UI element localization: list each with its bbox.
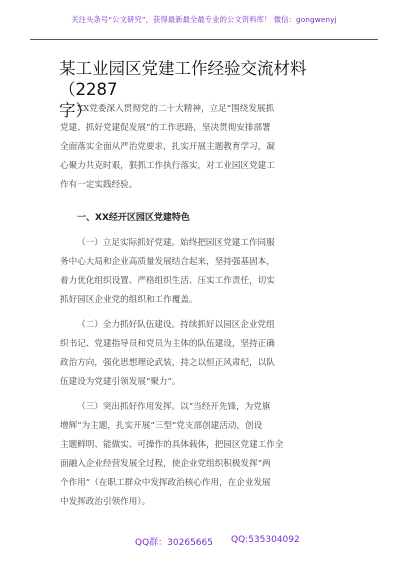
- intro-paragraph: [60, 100, 350, 195]
- paragraph-line: 着力优化组织设置、严格组织生活、压实工作责任，切实: [60, 276, 275, 286]
- paragraph-line: 政治方向，强化思想理论武装，持之以恒正风肃纪，以队: [60, 358, 275, 368]
- paragraph-2: [60, 316, 350, 392]
- paragraph-line: 中发挥政治引领作用）。: [60, 497, 151, 507]
- paragraph-1: [60, 234, 350, 310]
- header-divider: [30, 39, 378, 40]
- paragraph-line: 个作用”（在职工群众中发挥政治核心作用，在企业发展: [60, 478, 271, 488]
- paragraph-line: 伍建设为党建引领发展“聚力”。: [60, 377, 181, 387]
- title-line-2: 字）: [59, 101, 92, 120]
- intro-line: 心聚力共克时艰，狠抓工作执行落实，对工业园区党建工: [60, 161, 275, 171]
- paragraph-line: 面融入企业经营发展全过程，使企业党组织积极发挥“两: [60, 459, 271, 469]
- paragraph-line: 增辉”为主题，扎实开展“三型”党支部创建活动，创设: [60, 421, 263, 431]
- page-footer: [0, 535, 408, 551]
- paragraph-line: 织书记、党建指导员和党员为主体的队伍建设，坚持正确: [60, 339, 275, 349]
- title-line-1: 某工业园区党建工作经验交流材料（2287: [59, 59, 307, 99]
- page-header: [0, 0, 408, 48]
- header-promo-text: 关注头条号“公文研究”，获得最新最全最专业的公文资料库！ 微信：gongwenyj: [71, 15, 337, 24]
- intro-line: XX党委深入贯彻党的二十大精神，立足“围绕发展抓: [77, 104, 275, 114]
- intro-line: 作有一定实践经验。: [60, 180, 138, 190]
- paragraph-line: （一）立足实际抓好党建。始终把园区党建工作同服: [77, 238, 275, 248]
- paragraph-line: 务中心大局和企业高质量发展结合起来，坚持强基固本，: [60, 257, 275, 267]
- footer-qq-group: QQ群：30265665: [135, 538, 213, 548]
- section-heading-text: 一、XX经开区园区党建特色: [77, 213, 190, 223]
- intro-line: 全面落实全面从严治党要求，扎实开展主题教育学习，凝: [60, 142, 275, 152]
- paragraph-line: （二）全力抓好队伍建设。持续抓好以园区企业党组: [77, 320, 275, 330]
- intro-line: 党建、抓好党建促发展”的工作思路，坚决贯彻安排部署: [60, 123, 271, 133]
- paragraph-line: 主题鲜明、能做实、可操作的具体载体，把园区党建工作全: [60, 440, 284, 450]
- paragraph-line: 抓好园区企业党的组织和工作覆盖。: [60, 295, 198, 305]
- section-heading-1: [60, 209, 350, 228]
- paragraph-line: （三）突出抓好作用发挥。以“当经开先锋，为党旗: [77, 402, 271, 412]
- footer-qq-number: QQ:535304092: [231, 535, 300, 545]
- paragraph-3: [60, 398, 350, 512]
